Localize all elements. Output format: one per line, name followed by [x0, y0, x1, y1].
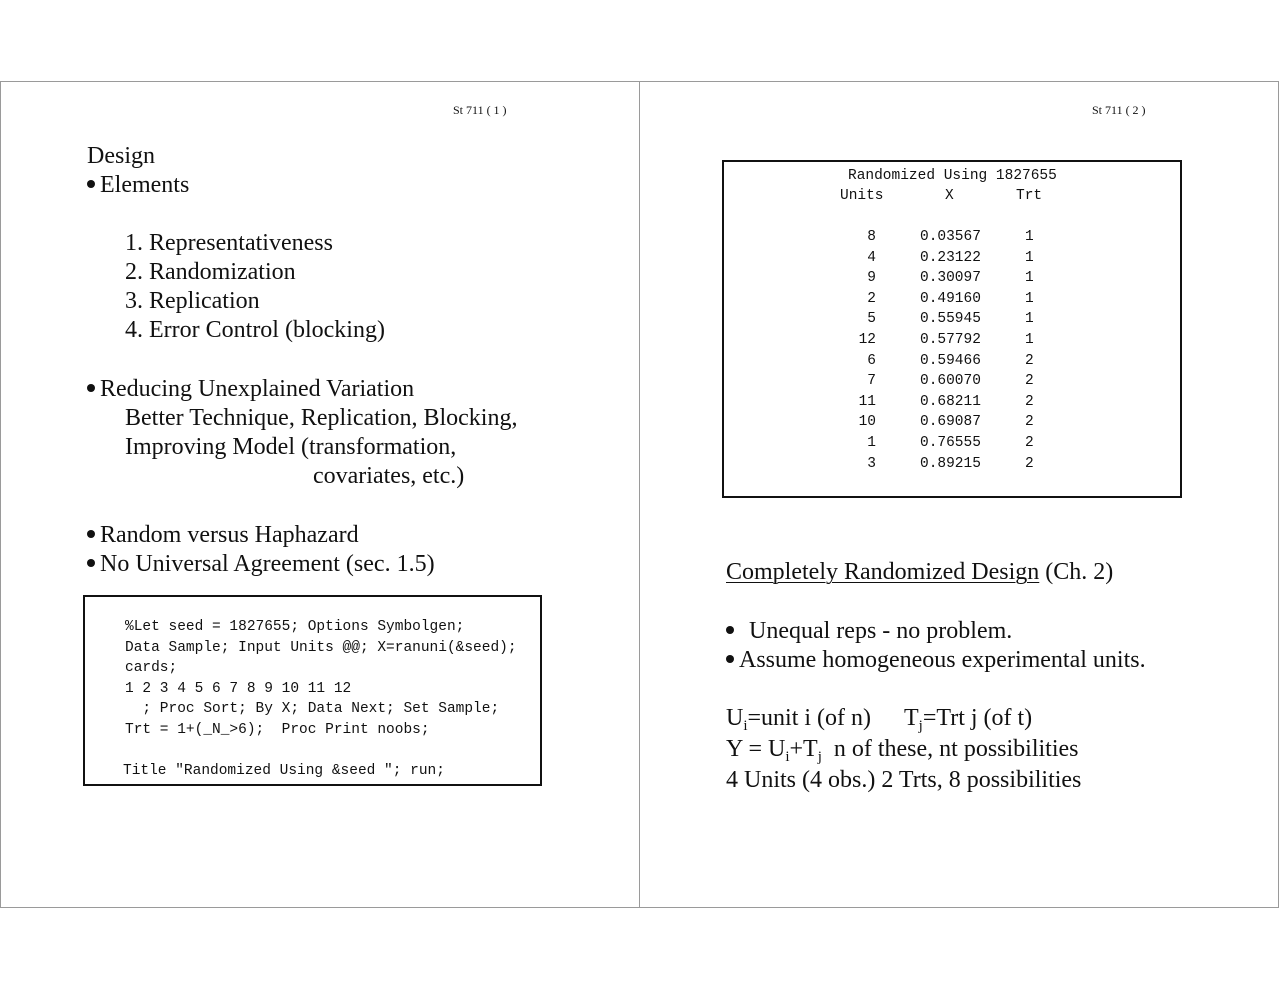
right-page-label: St 711 ( 2 )	[1092, 103, 1146, 117]
bullet-icon	[87, 180, 95, 188]
bullet-icon	[87, 559, 95, 567]
code-line: ; Proc Sort; By X; Data Next; Set Sample;	[125, 701, 500, 717]
table-cell-trt: 1	[1025, 270, 1034, 287]
heading-design: Design	[87, 143, 155, 169]
formula-y: $Y = U_i+T_j$ n of these, nt possibilities	[726, 736, 1079, 765]
table-cell-units: 9	[867, 270, 876, 287]
table-cell-trt: 2	[1025, 435, 1034, 451]
table-cell-units: 4	[867, 249, 876, 266]
code-line: %Let seed = 1827655; Options Symbolgen;	[125, 619, 465, 635]
bullet-icon	[726, 655, 734, 663]
formula-units: 4 Units (4 obs.) 2 Trts, 8 possibilities	[726, 767, 1082, 793]
table-cell-trt: 1	[1025, 311, 1034, 328]
element-item: 3. Replication	[125, 288, 260, 314]
code-line: 1 2 3 4 5 6 7 8 9 10 11 12	[125, 681, 352, 697]
table-cell-x: 0.30097	[920, 270, 981, 287]
table-cell-units: 10	[858, 414, 876, 431]
table-cell-trt: 2	[1025, 352, 1034, 369]
col-header-trt: Trt	[1016, 188, 1043, 204]
table-cell-units: 12	[858, 332, 876, 348]
code-line: Title "Randomized Using &seed "; run;	[123, 763, 445, 779]
table-cell-units: 5	[867, 311, 876, 328]
table-cell-x: 0.23122	[920, 249, 981, 266]
sas-output-box	[722, 160, 1182, 498]
code-line: cards;	[125, 660, 178, 676]
table-cell-x: 0.76555	[920, 435, 981, 451]
formula-u: $U_i=unit$ i (of n)	[726, 705, 872, 734]
bullet-assume: Assume homogeneous experimental units.	[726, 646, 1146, 675]
element-item: 2. Randomization	[125, 259, 296, 285]
table-cell-trt: 2	[1025, 414, 1034, 431]
sas-code-box	[83, 595, 542, 786]
bullet-icon	[726, 626, 734, 634]
table-cell-trt: 2	[1025, 393, 1034, 410]
table-cell-x: 0.69087	[920, 414, 981, 431]
element-item: 1. Representativeness	[125, 230, 333, 256]
bullet-agreement: No Universal Agreement (sec. 1.5)	[87, 550, 435, 579]
table-cell-units: 8	[867, 229, 876, 245]
table-cell-units: 3	[867, 455, 876, 472]
table-cell-trt: 2	[1025, 455, 1034, 472]
col-header-x: X	[945, 188, 954, 204]
crd-heading: Completely Randomized Design (Ch. 2)	[726, 559, 1114, 585]
crd-title: Completely Randomized Design	[726, 559, 1040, 585]
table-cell-x: 0.68211	[920, 393, 981, 410]
left-page-label: St 711 ( 1 )	[453, 103, 507, 117]
bullet-reducing: Reducing Unexplained Variation	[87, 375, 414, 404]
table-cell-x: 0.89215	[920, 455, 981, 472]
table-cell-trt: 1	[1025, 332, 1034, 348]
table-cell-trt: 1	[1025, 229, 1034, 245]
table-cell-x: 0.03567	[920, 229, 981, 245]
formula-t: $T_j=Trt$ j (of t)	[904, 705, 1033, 734]
table-cell-x: 0.57792	[920, 332, 981, 348]
reducing-line: Better Technique, Replication, Blocking,	[125, 405, 518, 431]
table-cell-units: 2	[867, 290, 876, 307]
page-divider	[639, 81, 640, 908]
bullet-icon	[87, 384, 95, 392]
table-cell-x: 0.49160	[920, 290, 981, 307]
bullet-random: Random versus Haphazard	[87, 521, 359, 550]
table-cell-x: 0.60070	[920, 373, 981, 390]
table-cell-x: 0.55945	[920, 311, 981, 328]
element-item: 4. Error Control (blocking)	[125, 317, 385, 343]
table-cell-units: 7	[867, 373, 876, 390]
col-header-units: Units	[840, 188, 884, 204]
table-cell-trt: 1	[1025, 290, 1034, 307]
reducing-line: covariates, etc.)	[313, 463, 465, 489]
table-cell-units: 11	[858, 393, 876, 410]
table-cell-trt: 2	[1025, 373, 1034, 390]
bullet-elements: Elements	[87, 171, 189, 200]
table-cell-units: 6	[867, 352, 876, 369]
code-line: Trt = 1+(_N_>6); Proc Print noobs;	[125, 722, 430, 738]
table-cell-x: 0.59466	[920, 352, 981, 369]
table-cell-units: 1	[867, 435, 876, 451]
reducing-line: Improving Model (transformation,	[125, 434, 457, 460]
bullet-icon	[87, 530, 95, 538]
output-title: Randomized Using 1827655	[848, 168, 1057, 184]
bullet-unequal: Unequal reps - no problem.	[726, 617, 1012, 646]
table-cell-trt: 1	[1025, 249, 1034, 266]
code-line: Data Sample; Input Units @@; X=ranuni(&seed);	[125, 640, 517, 656]
